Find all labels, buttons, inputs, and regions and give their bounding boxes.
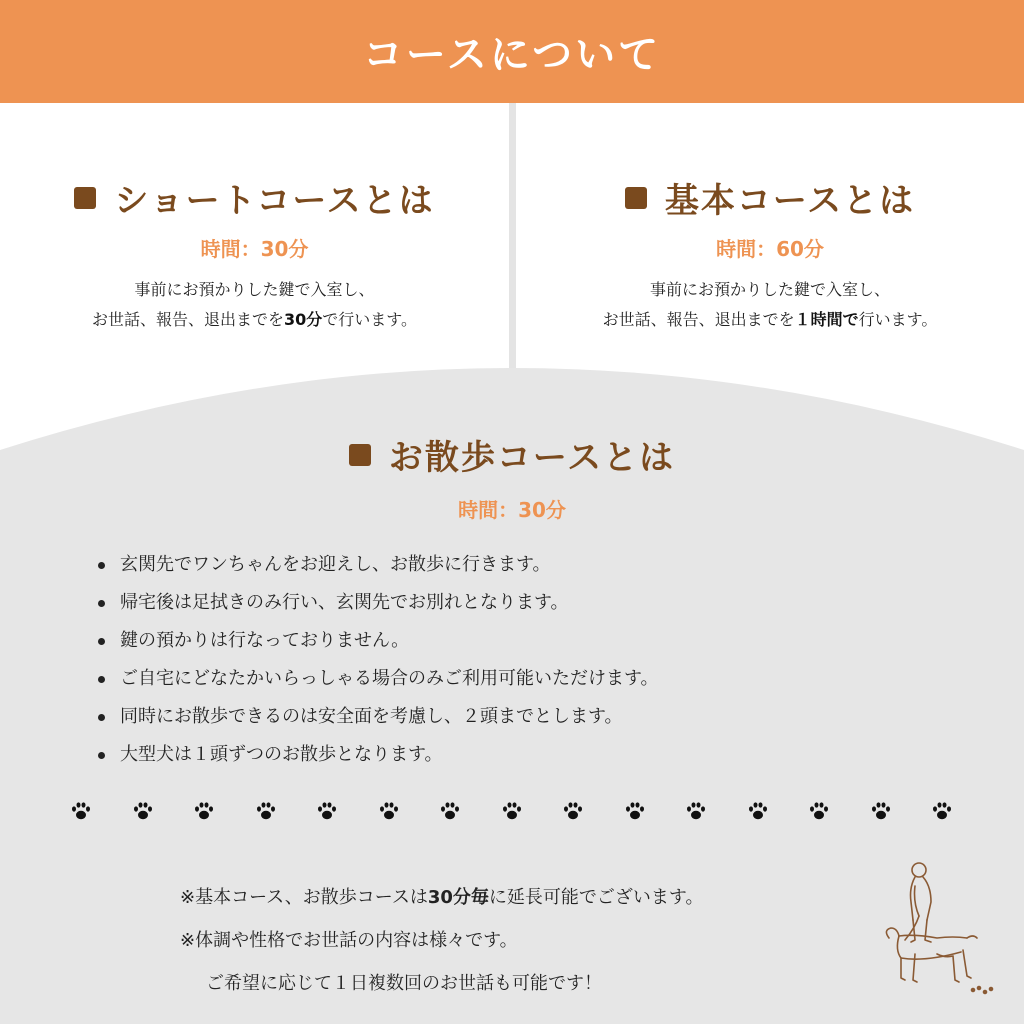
- desc-text: お世話、報告、退出までを: [91, 310, 284, 329]
- short-course-description: [0, 275, 509, 335]
- note-line-1: [180, 876, 703, 919]
- square-marker-icon: [74, 187, 96, 209]
- bullet-dot-icon: [98, 676, 105, 683]
- list-item: [120, 736, 659, 774]
- basic-course-desc-line2: [516, 305, 1024, 335]
- bullet-dot-icon: [98, 600, 105, 607]
- square-marker-icon: [625, 187, 647, 209]
- paw-icon: [685, 800, 707, 822]
- list-item: [120, 660, 659, 698]
- note-bold-text: 30分毎: [427, 887, 489, 908]
- paw-icon: [624, 800, 646, 822]
- header-banner: [0, 0, 1024, 103]
- list-item-text: 鍵の預かりは行なっておりません。: [120, 630, 410, 651]
- short-course-heading: [0, 173, 509, 222]
- basic-course-section: [516, 103, 1024, 368]
- paw-icon: [562, 800, 584, 822]
- desc-text: で行います。: [322, 310, 418, 329]
- walk-course-heading: [0, 430, 1024, 479]
- paw-print-row: [0, 800, 1024, 826]
- paw-icon: [931, 800, 953, 822]
- notes: [180, 876, 703, 1005]
- square-marker-icon: [349, 444, 371, 466]
- note-text: ※基本コース、お散歩コースは: [180, 887, 428, 908]
- list-item: [120, 698, 659, 736]
- short-course-desc-line1: 事前にお預かりした鍵で入室し、: [134, 280, 375, 299]
- bullet-dot-icon: [98, 562, 105, 569]
- paw-icon: [255, 800, 277, 822]
- note-text: に延長可能でございます。: [488, 887, 704, 908]
- walk-course-time: 時間：30分: [458, 498, 566, 522]
- basic-course-time: 時間：60分: [716, 237, 824, 261]
- paw-icon: [70, 800, 92, 822]
- list-item-text: 玄関先でワンちゃんをお迎えし、お散歩に行きます。: [120, 554, 551, 575]
- paw-icon: [870, 800, 892, 822]
- column-divider: [509, 103, 516, 368]
- bullet-dot-icon: [98, 638, 105, 645]
- short-course-section: [0, 103, 509, 368]
- paw-icon: [439, 800, 461, 822]
- desc-bold-text: １時間で: [794, 310, 859, 329]
- short-course-time: 時間：30分: [200, 237, 309, 261]
- bullet-dot-icon: [98, 714, 105, 721]
- basic-course-title: 基本コースとは: [664, 181, 916, 221]
- list-item-text: 同時にお散歩できるのは安全面を考慮し、２頭までとします。: [120, 706, 623, 727]
- basic-course-desc-line1: 事前にお預かりした鍵で入室し、: [649, 280, 890, 299]
- list-item-text: 大型犬は１頭ずつのお散歩となります。: [120, 744, 443, 765]
- short-course-title: ショートコースとは: [114, 181, 435, 221]
- list-item: [120, 622, 659, 660]
- walk-course-rules: [120, 546, 659, 774]
- list-item-text: 帰宅後は足拭きのみ行い、玄関先でお別れとなります。: [120, 592, 569, 613]
- paw-icon: [316, 800, 338, 822]
- desc-text: 行います。: [858, 310, 938, 329]
- paw-icon: [132, 800, 154, 822]
- paw-icon: [193, 800, 215, 822]
- paw-icon: [808, 800, 830, 822]
- list-item: [120, 546, 659, 584]
- paw-icon: [378, 800, 400, 822]
- paw-icon: [501, 800, 523, 822]
- note-line-2: ※体調や性格でお世話の内容は様々です。: [180, 930, 518, 951]
- short-course-desc-line2: [0, 305, 509, 335]
- desc-bold-text: 30分: [284, 310, 323, 329]
- basic-course-description: [516, 275, 1024, 335]
- walk-course-title: お散歩コースとは: [388, 438, 676, 478]
- bullet-dot-icon: [98, 752, 105, 759]
- desc-text: お世話、報告、退出までを: [602, 310, 795, 329]
- walk-course-section: [0, 368, 1024, 1024]
- person-walking-dog-illustration: [875, 858, 995, 998]
- note-line-3: ご希望に応じて１日複数回のお世話も可能です！: [206, 973, 602, 994]
- paw-icon: [747, 800, 769, 822]
- list-item-text: ご自宅にどなたかいらっしゃる場合のみご利用可能いただけます。: [120, 668, 659, 689]
- list-item: [120, 584, 659, 622]
- page-title: コースについて: [362, 32, 662, 78]
- basic-course-heading: [516, 173, 1024, 222]
